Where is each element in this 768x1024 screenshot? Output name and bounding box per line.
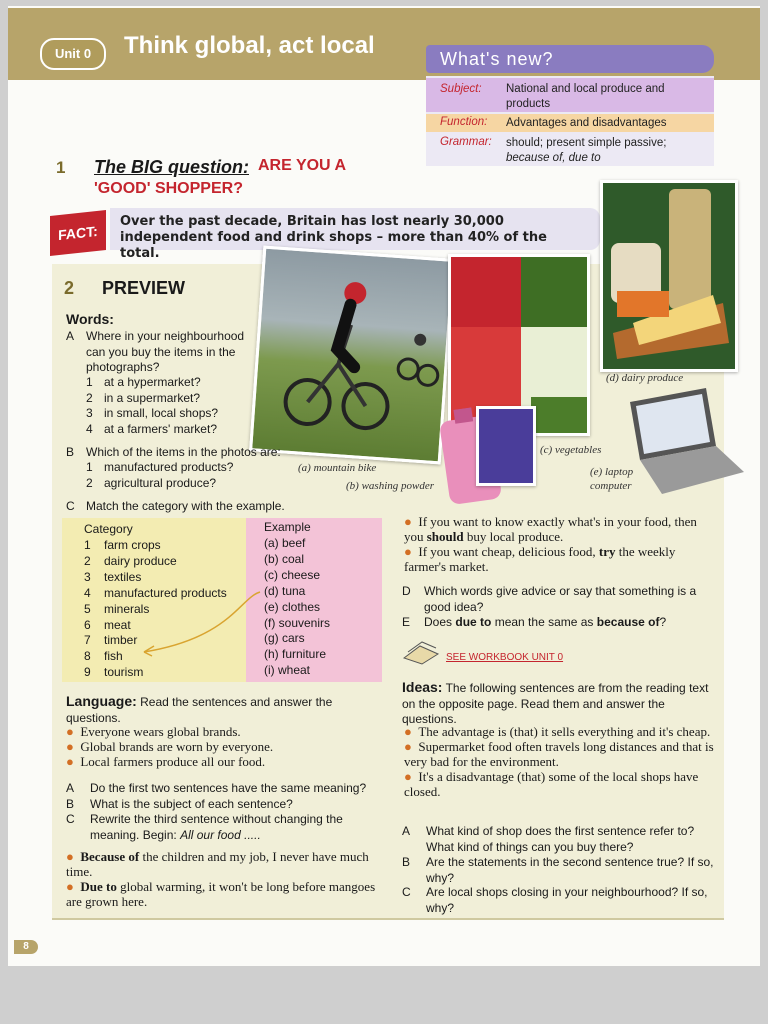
due-bullet: ● Due to global warming, it won't be long before mangoes are grown here.: [66, 879, 376, 909]
fact-badge: FACT:: [50, 210, 106, 256]
category-header: Category: [84, 522, 133, 536]
bottom-divider: [52, 918, 724, 920]
whats-new-tab: What's new?: [426, 45, 714, 73]
question-e-text: Does due to mean the same as because of?: [424, 615, 667, 629]
lang-qb-text: What is the subject of each sentence?: [90, 797, 293, 811]
ideas-bullet: ● The advantage is (that) it sells everything and it's cheap.: [404, 724, 711, 739]
fact-box: [110, 208, 600, 261]
example-item: (b) coal: [264, 551, 305, 566]
question-a-text: Where in your neighbourhood can you buy the items in the photographs?: [86, 329, 245, 374]
dairy-image: [603, 183, 735, 369]
language-block: [66, 694, 376, 726]
ideas-block: [402, 680, 712, 728]
category-item: 5 minerals: [84, 601, 150, 616]
detergent-box-photo: [476, 406, 536, 486]
whats-new-box: [426, 76, 714, 166]
ideas-qa-letter: A: [402, 824, 411, 838]
section-2-number: 2: [64, 278, 75, 298]
should-bullet: ● If you want to know exactly what's in your food, then you should buy local produce.: [404, 514, 697, 544]
example-item: (d) tuna: [264, 583, 306, 598]
ideas-bullet: ● It's a disadvantage (that) some of the local shops have closed.: [404, 769, 699, 799]
question-e-letter: E: [402, 615, 411, 629]
dairy-produce-photo: [600, 180, 738, 372]
fact-text: Over the past decade, Britain has lost nearly 30,000 independent food and drink shops – more than 40% of the total.: [120, 214, 547, 261]
function-value: Advantages and disadvantages: [506, 117, 667, 129]
example-item: (a) beef: [264, 536, 306, 550]
workbook-link[interactable]: SEE WORKBOOK UNIT 0: [446, 652, 564, 663]
words-label: Words:: [66, 311, 114, 327]
question-1-number: 1: [56, 158, 66, 177]
caption-laptop-2: computer: [590, 480, 632, 492]
ideas-intro: The following sentences are from the reading text on the opposite page. Read them and answer the questions.: [402, 681, 709, 726]
lang-qa-letter: A: [66, 781, 75, 795]
subject-key: Subject:: [440, 83, 482, 95]
category-item: 2 dairy produce: [84, 553, 177, 568]
function-row: [426, 114, 714, 132]
laptop-photo: [628, 388, 744, 498]
language-bullets: [66, 724, 273, 769]
big-question-line-2: 'GOOD' SHOPPER?: [94, 180, 243, 197]
lang-qb-letter: B: [66, 797, 75, 811]
ideas-bullet: ● Supermarket food often travels long distances and that is very bad for the environment.: [404, 739, 714, 769]
category-item: 4 manufactured products: [84, 585, 227, 600]
page-number: 8: [14, 940, 38, 954]
question-d-letter: D: [402, 584, 411, 598]
category-item: 6 meat: [84, 617, 131, 632]
preview-title: PREVIEW: [102, 278, 186, 298]
category-item: 7 timber: [84, 633, 138, 648]
question-a-letter: A: [66, 329, 75, 343]
option-a1: 1 at a hypermarket?: [86, 375, 201, 389]
ideas-qb-text: Are the statements in the second sentence true? If so, why?: [426, 855, 714, 885]
big-question-label: The BIG question:: [94, 157, 249, 177]
mountain-bike-photo: [249, 246, 455, 465]
option-a4: 4 at a farmers' market?: [86, 421, 217, 436]
language-bullet: ● Everyone wears global brands.: [66, 724, 241, 739]
category-item: 3 textiles: [84, 569, 142, 584]
function-key: Function:: [440, 116, 488, 128]
caption-vegetables: (c) vegetables: [540, 444, 602, 456]
question-a-options: [86, 375, 218, 437]
grammar-value-1: should; present simple passive;: [506, 137, 667, 149]
lang-qc-letter: C: [66, 812, 75, 826]
because-bullet: ● Because of the children and my job, I never have much time.: [66, 849, 369, 879]
caption-laptop-1: (e) laptop: [590, 466, 634, 478]
subject-value: National and local produce and products: [506, 83, 665, 110]
subject-row: [426, 78, 714, 112]
laptop-image: [628, 388, 744, 498]
try-bullet: ● If you want cheap, delicious food, try the weekly farmer's market.: [404, 544, 676, 574]
option-a2: 2 in a supermarket?: [86, 390, 201, 405]
question-b-options: [86, 460, 233, 491]
example-item: (f) souvenirs: [264, 615, 331, 630]
lang-qa-text: Do the first two sentences have the same meaning?: [90, 781, 367, 795]
unit-title: Think global, act local: [124, 32, 375, 59]
example-item: (h) furniture: [264, 647, 327, 662]
option-b2: 2 agricultural produce?: [86, 475, 217, 490]
language-bullet: ● Local farmers produce all our food.: [66, 754, 266, 769]
language-bullet: ● Global brands are worn by everyone.: [66, 739, 274, 754]
matching-arrow: [140, 588, 270, 658]
ideas-qb-letter: B: [402, 855, 411, 869]
big-question-line-1: ARE YOU A: [258, 157, 347, 174]
option-a3: 3 in small, local shops?: [86, 406, 219, 420]
caption-washing-powder: (b) washing powder: [346, 480, 434, 492]
question-c-letter: C: [66, 499, 75, 513]
category-item: 9 tourism: [84, 665, 144, 680]
grammar-key: Grammar:: [440, 136, 492, 148]
ideas-qa-text: What kind of shop does the first sentence refer to? What kind of things can you buy there?: [426, 824, 695, 854]
unit-badge: Unit 0: [40, 38, 106, 70]
ideas-label: Ideas:: [402, 679, 443, 695]
category-item: 1 farm crops: [84, 538, 161, 552]
language-intro: Read the sentences and answer the questions.: [66, 695, 333, 725]
lang-qc-text: Rewrite the third sentence without changing the meaning. Begin: All our food .....: [90, 812, 343, 842]
example-item: (g) cars: [264, 631, 305, 646]
option-b1: 1 manufactured products?: [86, 460, 234, 474]
caption-dairy-produce: (d) dairy produce: [606, 372, 684, 384]
ideas-bullets: [404, 724, 714, 799]
example-item: (i) wheat: [264, 663, 311, 678]
ideas-qc-text: Are local shops closing in your neighbourhood? If so, why?: [426, 885, 708, 915]
caption-mountain-bike: (a) mountain bike: [298, 462, 377, 474]
workbook-icon: [402, 640, 440, 666]
example-header: Example: [264, 520, 311, 534]
category-item: 8 fish: [84, 649, 123, 664]
ideas-qc-letter: C: [402, 885, 411, 899]
cyclist-image: [252, 249, 451, 461]
grammar-row: [426, 134, 714, 166]
example-list: [264, 536, 330, 679]
example-item: (e) clothes: [264, 599, 321, 614]
example-item: (c) cheese: [264, 567, 321, 582]
question-d-text: Which words give advice or say that something is a good idea?: [424, 584, 697, 614]
question-c-text: Match the category with the example.: [86, 499, 285, 513]
grammar-value-2: because of, due to: [506, 152, 601, 164]
question-b-letter: B: [66, 445, 75, 459]
question-b-text: Which of the items in the photos are:: [86, 445, 281, 459]
language-label: Language:: [66, 693, 137, 709]
